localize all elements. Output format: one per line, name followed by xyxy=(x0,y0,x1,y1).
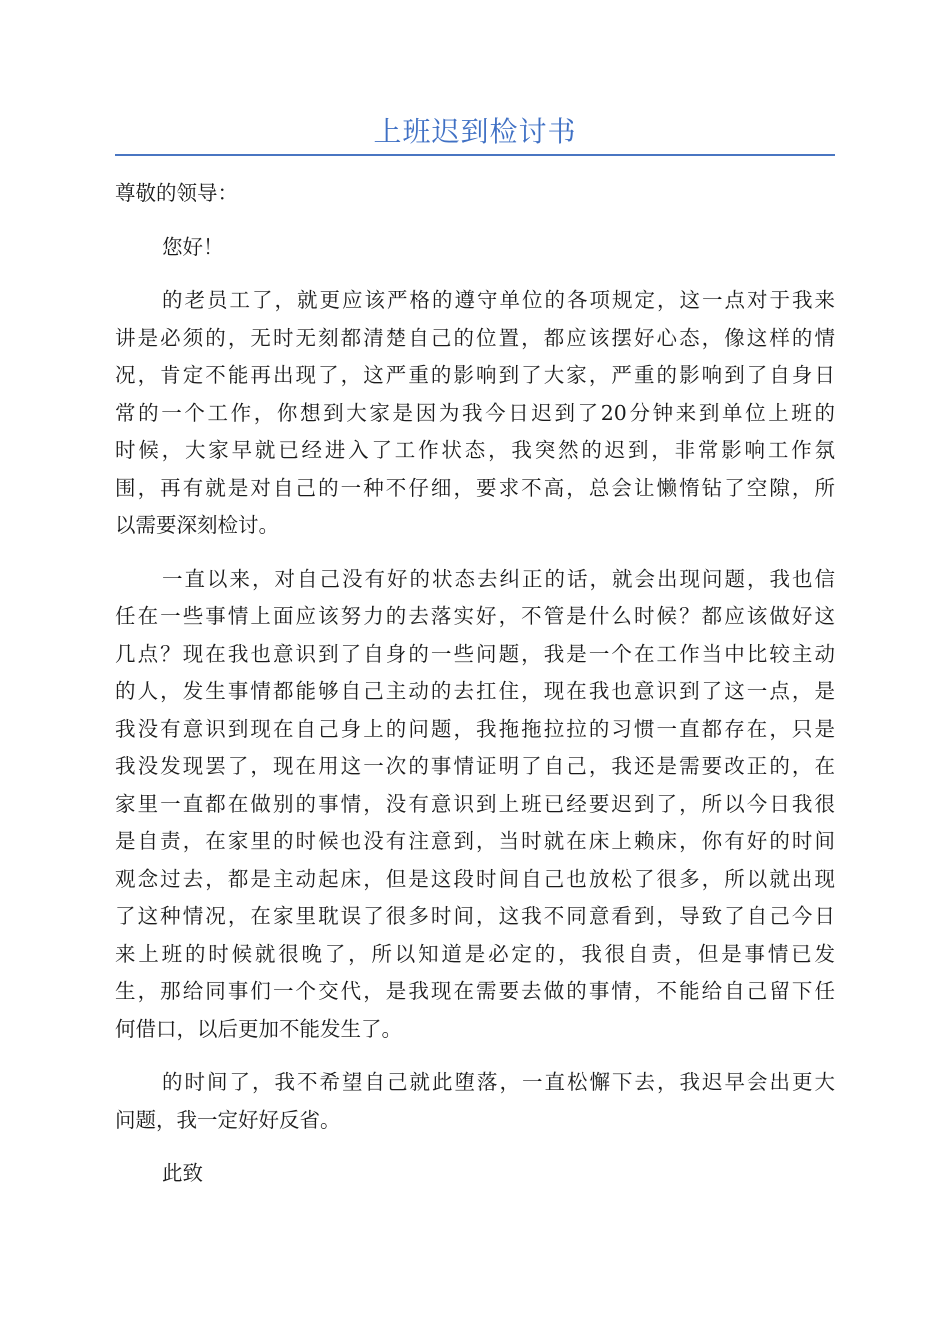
paragraph-line: 了这种情况，在家里耽误了很多时间，这我不同意看到，导致了自己今日 xyxy=(115,904,835,928)
paragraph-line: 生，那给同事们一个交代，是我现在需要去做的事情，不能给自己留下任 xyxy=(115,979,835,1003)
paragraph-line: 以需要深刻检讨。 xyxy=(115,513,279,537)
paragraph-3 xyxy=(115,1064,835,1139)
paragraph-line: 任在一些事情上面应该努力的去落实好，不管是什么时候？都应该做好这 xyxy=(115,604,835,628)
closing: 此致 xyxy=(162,1161,203,1185)
paragraph-line: 的人，发生事情都能够自己主动的去扛住，现在我也意识到了这一点，是 xyxy=(115,679,835,703)
paragraph-line: 是自责，在家里的时候也没有注意到，当时就在床上赖床，你有好的时间 xyxy=(115,829,835,853)
greeting: 您好！ xyxy=(162,234,224,259)
document-title: 上班迟到检讨书 xyxy=(373,115,577,148)
paragraph-line: 我没有意识到现在自己身上的问题，我拖拖拉拉的习惯一直都存在，只是 xyxy=(115,716,835,741)
title-underline xyxy=(115,154,835,156)
paragraph-line: 几点？现在我也意识到了自身的一些问题，我是一个在工作当中比较主动 xyxy=(115,641,835,666)
document-body xyxy=(115,175,835,1209)
salutation: 尊敬的领导： xyxy=(115,181,238,205)
paragraph-2 xyxy=(115,561,835,1049)
paragraph-1 xyxy=(115,282,835,545)
paragraph-line: 来上班的时候就很晚了，所以知道是必定的，我很自责，但是事情已发 xyxy=(115,941,835,966)
paragraph-line: 我没发现罢了，现在用这一次的事情证明了自己，我还是需要改正的，在 xyxy=(115,754,835,778)
paragraph-line: 讲是必须的，无时无刻都清楚自己的位置，都应该摆好心态，像这样的情 xyxy=(115,325,835,350)
paragraph-line: 况，肯定不能再出现了，这严重的影响到了大家，严重的影响到了自身日 xyxy=(115,363,835,387)
paragraph-line: 的老员工了，就更应该严格的遵守单位的各项规定，这一点对于我来 xyxy=(162,288,835,312)
paragraph-line: 家里一直都在做别的事情，没有意识到上班已经要迟到了，所以今日我很 xyxy=(115,791,835,816)
paragraph-line: 何借口，以后更加不能发生了。 xyxy=(115,1016,402,1041)
paragraph-line: 时候，大家早就已经进入了工作状态，我突然的迟到，非常影响工作氛 xyxy=(115,438,835,462)
paragraph-line: 的时间了，我不希望自己就此堕落，一直松懈下去，我迟早会出更大 xyxy=(162,1070,835,1094)
paragraph-line: 常的一个工作，你想到大家是因为我今日迟到了20分钟来到单位上班的 xyxy=(115,400,835,425)
paragraph-line: 围，再有就是对自己的一种不仔细，要求不高，总会让懒惰钻了空隙，所 xyxy=(115,475,835,500)
paragraph-line: 问题，我一定好好反省。 xyxy=(115,1107,341,1132)
paragraph-line: 一直以来，对自己没有好的状态去纠正的话，就会出现问题，我也信 xyxy=(162,566,835,591)
paragraph-line: 观念过去，都是主动起床，但是这段时间自己也放松了很多，所以就出现 xyxy=(115,866,835,891)
